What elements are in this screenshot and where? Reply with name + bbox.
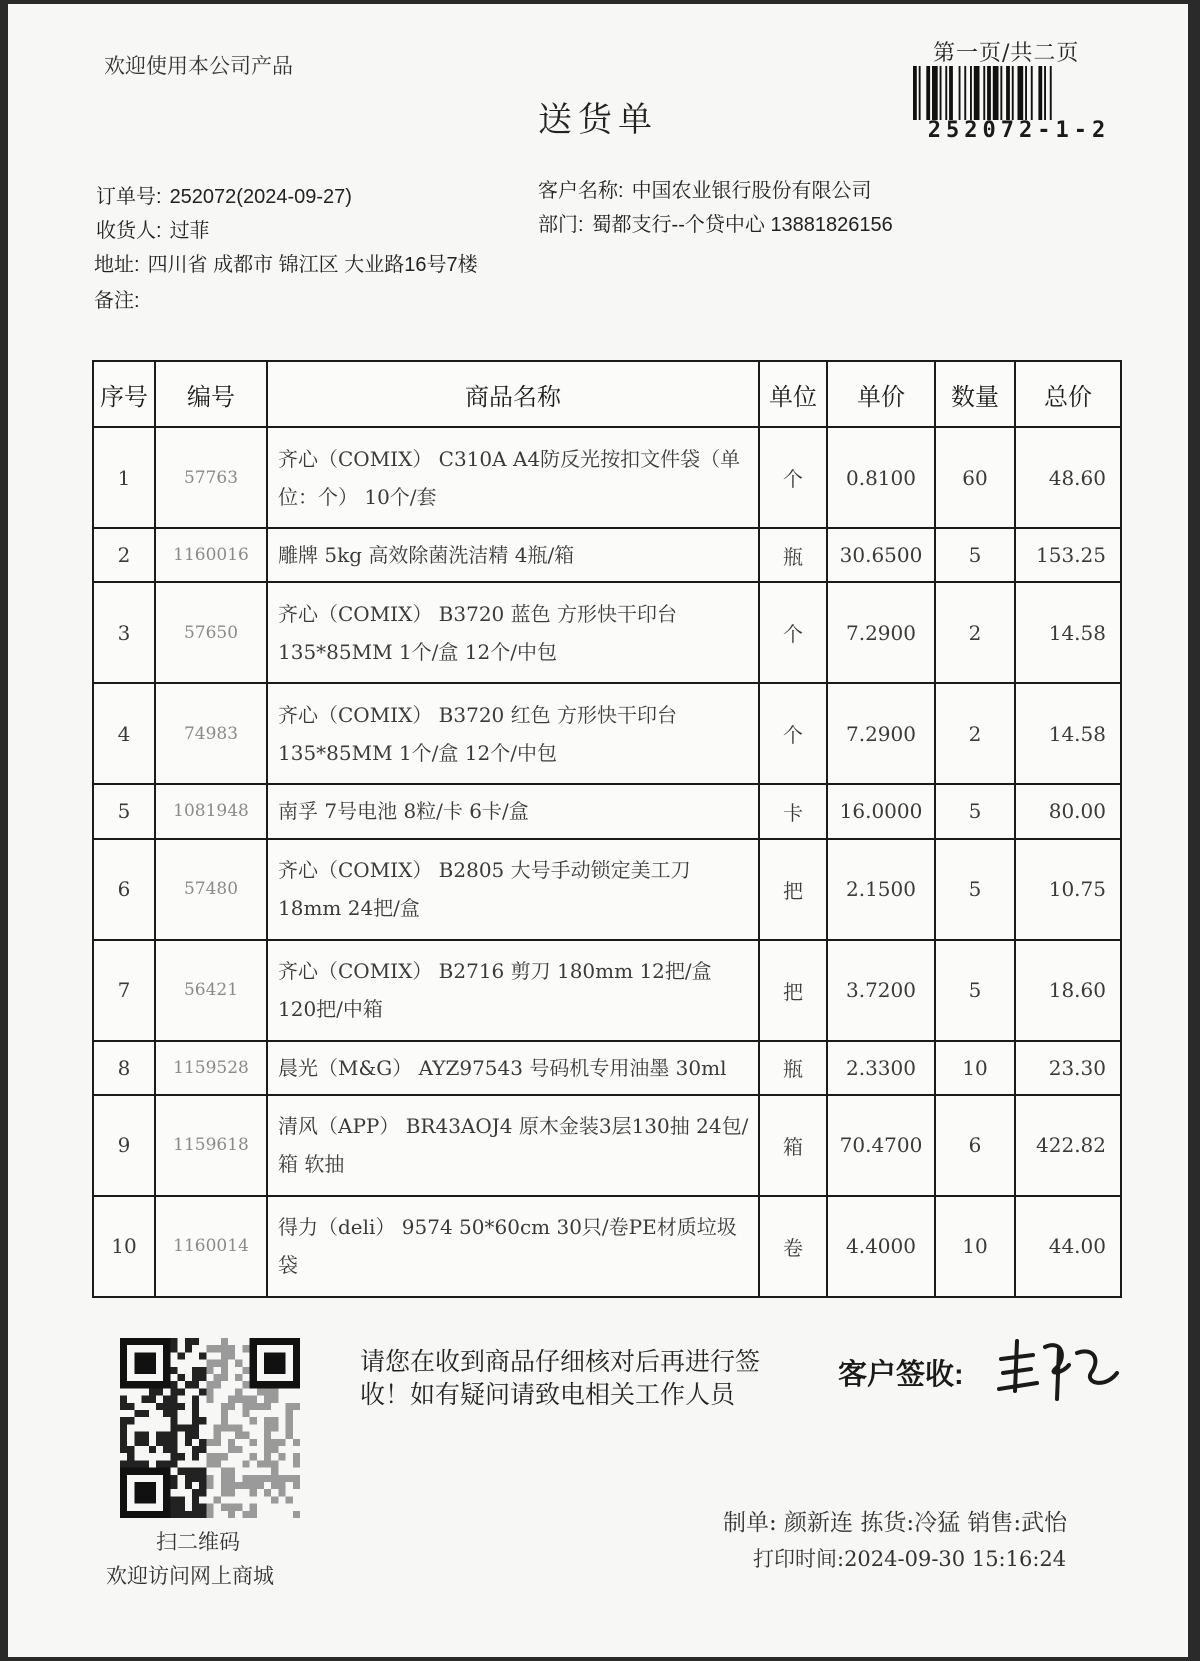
print-time: 打印时间:2024-09-30 15:16:24 [753, 1547, 1067, 1571]
cell-unit: 个 [759, 582, 827, 683]
cell-seq: 10 [93, 1196, 155, 1297]
table-row [93, 582, 1121, 683]
cell-seq: 3 [93, 582, 155, 683]
department-field [538, 208, 893, 237]
table-row [93, 427, 1121, 528]
cell-unit-price: 7.2900 [827, 582, 935, 683]
remark-field [94, 284, 148, 313]
header-unit-price: 单价 [827, 361, 935, 427]
cell-quantity: 6 [935, 1095, 1015, 1196]
table-row [93, 528, 1121, 582]
cell-code: 57650 [155, 582, 267, 683]
cell-product-name: 得力（deli） 9574 50*60cm 30只/卷PE材质垃圾袋 [267, 1196, 759, 1297]
table-row [93, 940, 1121, 1041]
receiver-label: 收货人: [96, 220, 162, 242]
table-header-row [93, 361, 1121, 427]
barcode-icon [913, 66, 1125, 120]
cell-unit-price: 4.4000 [827, 1196, 935, 1297]
cell-unit-price: 2.3300 [827, 1041, 935, 1095]
cell-unit: 把 [759, 940, 827, 1041]
cell-product-name: 齐心（COMIX） B2716 剪刀 180mm 12把/盒 120把/中箱 [267, 940, 759, 1041]
cell-product-name: 晨光（M&G） AYZ97543 号码机专用油墨 30ml [267, 1041, 759, 1095]
greeting-text: 欢迎使用本公司产品 [104, 54, 293, 78]
cell-total: 153.25 [1015, 528, 1121, 582]
table-row [93, 1095, 1121, 1196]
cell-quantity: 5 [935, 784, 1015, 838]
handwritten-signature [993, 1329, 1123, 1409]
department-label: 部门: [538, 214, 584, 236]
cell-quantity: 10 [935, 1196, 1015, 1297]
table-row [93, 1041, 1121, 1095]
remark-label: 备注: [94, 290, 140, 312]
cell-code: 1160014 [155, 1196, 267, 1297]
cell-code: 56421 [155, 940, 267, 1041]
cell-code: 1081948 [155, 784, 267, 838]
cell-quantity: 2 [935, 582, 1015, 683]
cell-total: 44.00 [1015, 1196, 1121, 1297]
cell-product-name: 齐心（COMIX） B2805 大号手动锁定美工刀 18mm 24把/盒 [267, 839, 759, 940]
department-value: 蜀都支行--个贷中心 13881826156 [591, 214, 893, 236]
cell-total: 14.58 [1015, 582, 1121, 683]
cell-unit-price: 3.7200 [827, 940, 935, 1041]
qr-caption-scan: 扫二维码 [156, 1530, 240, 1554]
customer-field [538, 174, 872, 203]
cell-seq: 4 [93, 683, 155, 784]
cell-product-name: 雕牌 5kg 高效除菌洗洁精 4瓶/箱 [267, 528, 759, 582]
delivery-note-paper [8, 4, 1188, 1657]
cell-unit: 瓶 [759, 1041, 827, 1095]
cell-product-name: 清风（APP） BR43AOJ4 原木金装3层130抽 24包/箱 软抽 [267, 1095, 759, 1196]
cell-product-name: 齐心（COMIX） B3720 红色 方形快干印台 135*85MM 1个/盒 12个/中包 [267, 683, 759, 784]
table-row [93, 784, 1121, 838]
cell-total: 80.00 [1015, 784, 1121, 838]
qr-code-icon [120, 1338, 300, 1518]
cell-seq: 5 [93, 784, 155, 838]
cell-unit-price: 2.1500 [827, 839, 935, 940]
customer-label: 客户名称: [538, 180, 624, 202]
cell-code: 1159528 [155, 1041, 267, 1095]
cell-code: 1160016 [155, 528, 267, 582]
cell-total: 10.75 [1015, 839, 1121, 940]
cell-seq: 2 [93, 528, 155, 582]
cell-unit: 个 [759, 427, 827, 528]
customer-sign-label: 客户签收: [838, 1359, 964, 1391]
cell-code: 1159618 [155, 1095, 267, 1196]
order-number-value: 252072(2024-09-27) [169, 186, 352, 208]
address-label: 地址: [94, 254, 140, 276]
receiver-value: 过菲 [169, 220, 210, 242]
cell-unit-price: 70.4700 [827, 1095, 935, 1196]
page-indicator: 第一页/共二页 [933, 41, 1080, 66]
cell-product-name: 齐心（COMIX） B3720 蓝色 方形快干印台 135*85MM 1个/盒 12个/中包 [267, 582, 759, 683]
header-total: 总价 [1015, 361, 1121, 427]
cell-unit-price: 16.0000 [827, 784, 935, 838]
address-value: 四川省 成都市 锦江区 大业路16号7楼 [147, 254, 478, 276]
cell-total: 18.60 [1015, 940, 1121, 1041]
cell-quantity: 60 [935, 427, 1015, 528]
order-number-field [96, 180, 352, 209]
header-seq: 序号 [93, 361, 155, 427]
cell-seq: 7 [93, 940, 155, 1041]
header-unit: 单位 [759, 361, 827, 427]
document-title: 送货单 [538, 100, 658, 140]
table-row [93, 683, 1121, 784]
cell-product-name: 南孚 7号电池 8粒/卡 6卡/盒 [267, 784, 759, 838]
receiver-field [96, 214, 210, 243]
cell-code: 57763 [155, 427, 267, 528]
cell-total: 14.58 [1015, 683, 1121, 784]
cell-unit: 把 [759, 839, 827, 940]
cell-seq: 1 [93, 427, 155, 528]
cell-code: 57480 [155, 839, 267, 940]
cell-quantity: 5 [935, 940, 1015, 1041]
cell-quantity: 2 [935, 683, 1015, 784]
cell-unit-price: 30.6500 [827, 528, 935, 582]
customer-value: 中国农业银行股份有限公司 [631, 180, 872, 202]
cell-total: 23.30 [1015, 1041, 1121, 1095]
header-product-name: 商品名称 [267, 361, 759, 427]
table-row [93, 839, 1121, 940]
cell-seq: 8 [93, 1041, 155, 1095]
header-quantity: 数量 [935, 361, 1015, 427]
cell-unit: 箱 [759, 1095, 827, 1196]
qr-caption-mall: 欢迎访问网上商城 [106, 1564, 274, 1588]
cell-quantity: 5 [935, 839, 1015, 940]
table-row [93, 1196, 1121, 1297]
address-field [94, 248, 478, 277]
barcode-number: 252072-1-2 [927, 118, 1111, 143]
cell-code: 74983 [155, 683, 267, 784]
items-table [92, 360, 1122, 1298]
cell-total: 422.82 [1015, 1095, 1121, 1196]
cell-unit: 卡 [759, 784, 827, 838]
staff-line: 制单: 颜新连 拣货:冷猛 销售:武怡 [723, 1510, 1068, 1536]
cell-seq: 6 [93, 839, 155, 940]
cell-unit-price: 7.2900 [827, 683, 935, 784]
cell-quantity: 10 [935, 1041, 1015, 1095]
cell-unit: 瓶 [759, 528, 827, 582]
cell-seq: 9 [93, 1095, 155, 1196]
cell-unit-price: 0.8100 [827, 427, 935, 528]
header-code: 编号 [155, 361, 267, 427]
sign-notice: 请您在收到商品仔细核对后再进行签收！如有疑问请致电相关工作人员 [360, 1348, 761, 1409]
cell-total: 48.60 [1015, 427, 1121, 528]
cell-product-name: 齐心（COMIX） C310A A4防反光按扣文件袋（单位：个） 10个/套 [267, 427, 759, 528]
cell-unit: 个 [759, 683, 827, 784]
order-number-label: 订单号: [96, 186, 162, 208]
cell-unit: 卷 [759, 1196, 827, 1297]
cell-quantity: 5 [935, 528, 1015, 582]
